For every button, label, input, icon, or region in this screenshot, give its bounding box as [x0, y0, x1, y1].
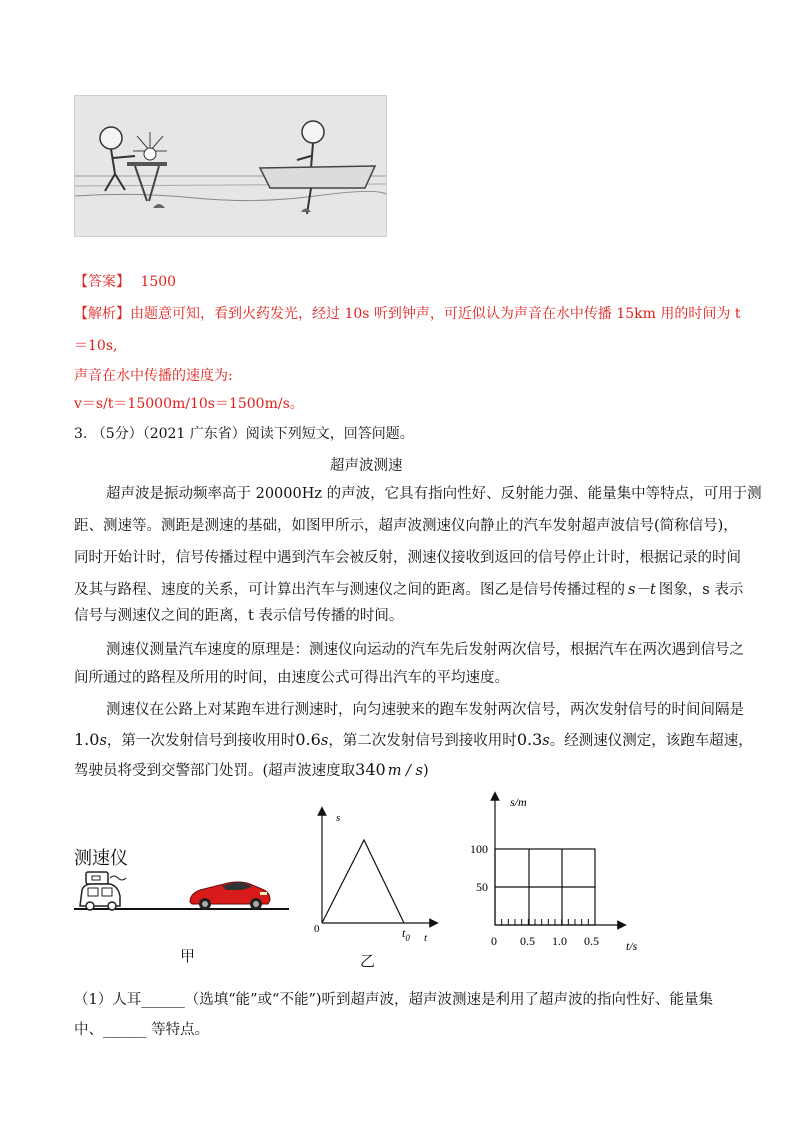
grid-x-10: 1.0 [552, 934, 567, 948]
p3-unit-2: s [320, 733, 329, 749]
p1-line-3: 同时开始计时，信号传播过程中遇到汽车会被反射，测速仪接收到返回的信号停止计时，根据记录的时间 [74, 550, 741, 566]
sub1-line-1: （1）人耳______（选填“能”或“不能”)听到超声波，超声波测速是利用了超声波的指向性好、能量集 [74, 992, 714, 1008]
answer-tag: 【答案】 [74, 274, 130, 290]
p1-line-5: 信号与测速仪之间的距离，t 表示信号传播的时间。 [74, 608, 404, 624]
p3-text-4: 驾驶员将受到交警部门处罚。(超声波速度取 [74, 763, 356, 779]
jia-scene [74, 840, 289, 920]
yi-t0-label: $t_0$ [402, 926, 410, 943]
answer-value: 1500 [140, 274, 177, 290]
grid-x-0: 0 [491, 934, 497, 948]
yi-origin: 0 [314, 923, 320, 935]
figure-yi [312, 805, 440, 945]
p3-text-3: 。经测速仪测定，该跑车超速， [549, 733, 753, 749]
analysis-line-3: 声音在水中传播的速度为: [74, 368, 233, 384]
grid-y-50: 50 [476, 880, 488, 894]
p3-speed-unit: m / s [387, 763, 423, 779]
figure-jia [74, 840, 289, 920]
answer-line [74, 272, 176, 292]
p1-line-1: 超声波是振动频率高于 20000Hz 的声波，它具有指向性好、反射能力强、能量集中等特点，可用于测 [106, 486, 762, 502]
st-math: s－t [628, 582, 656, 598]
yi-s-label: s [336, 812, 341, 824]
p3-line-1: 测速仪在公路上对某跑车进行测速时，向匀速驶来的跑车发射两次信号，两次发射信号的时间间隔是 [106, 702, 744, 718]
yi-caption: 乙 [360, 952, 376, 970]
grid-x-05: 0.5 [520, 934, 535, 948]
sub1-line-2: 中、______ 等特点。 [74, 1022, 210, 1038]
p3-speed-value: 340 [355, 760, 386, 779]
article-title: 超声波测速 [330, 458, 403, 474]
analysis-text-1: 由题意可知，看到火药发光，经过 10s 听到钟声，可近似认为声音在水中传播 15km 用的时间为 t [130, 306, 741, 322]
figure-grid-graph [470, 790, 660, 955]
p1-line-4-b: 图象，s 表示 [658, 582, 744, 598]
analysis-line-4: v＝s/t＝15000m/10s＝1500m/s。 [74, 396, 304, 412]
p1-line-2: 距、测速等。测距是测速的基础，如图甲所示，超声波测速仪向静止的汽车发射超声波信号(简称信号)， [74, 518, 738, 534]
yi-signal-line [322, 840, 404, 923]
p3-line-2 [74, 724, 753, 757]
grid-y-100: 100 [470, 842, 488, 856]
p3-text-5: ) [423, 763, 429, 779]
jia-caption: 甲 [180, 947, 196, 965]
p3-unit-1: s [99, 733, 107, 749]
p3-value-1: 1.0 [74, 730, 100, 749]
illustration-drawing [75, 96, 386, 236]
p3-text-2: ，第二次发射信号到接收用时 [328, 733, 517, 749]
analysis-line-1 [74, 304, 740, 324]
p2-line-1: 测速仪测量汽车速度的原理是：测速仪向运动的汽车先后发射两次信号，根据汽车在两次遇到信号之 [106, 642, 744, 658]
p3-text-1: ，第一次发射信号到接收用时 [106, 733, 296, 749]
p2-line-2: 间所通过的路程及所用的时间，由速度公式可得出汽车的平均速度。 [74, 670, 509, 686]
analysis-tag: 【解析】 [74, 306, 130, 322]
p3-unit-3: s [542, 733, 550, 749]
analysis-line-2: ＝10s, [74, 338, 118, 354]
p3-line-3 [74, 754, 429, 787]
grid-x-label: t/s [626, 939, 638, 953]
p3-value-2: 0.6 [295, 730, 321, 749]
grid-y-label: s/m [510, 795, 527, 809]
jia-device-label: 测速仪 [74, 848, 128, 869]
grid-x-05b: 0.5 [584, 934, 599, 948]
p1-line-4-a: 及其与路程、速度的关系，可计算出汽车与测速仪之间的距离。图乙是信号传播过程的 [74, 582, 625, 598]
illustration-photo [74, 95, 387, 237]
question-header: 3. （5分）（2021 广东省）阅读下列短文，回答问题。 [74, 426, 414, 442]
grid-minor-ticks [502, 919, 589, 925]
yi-t-label: t [424, 932, 428, 944]
p3-value-3: 0.3 [516, 730, 543, 749]
